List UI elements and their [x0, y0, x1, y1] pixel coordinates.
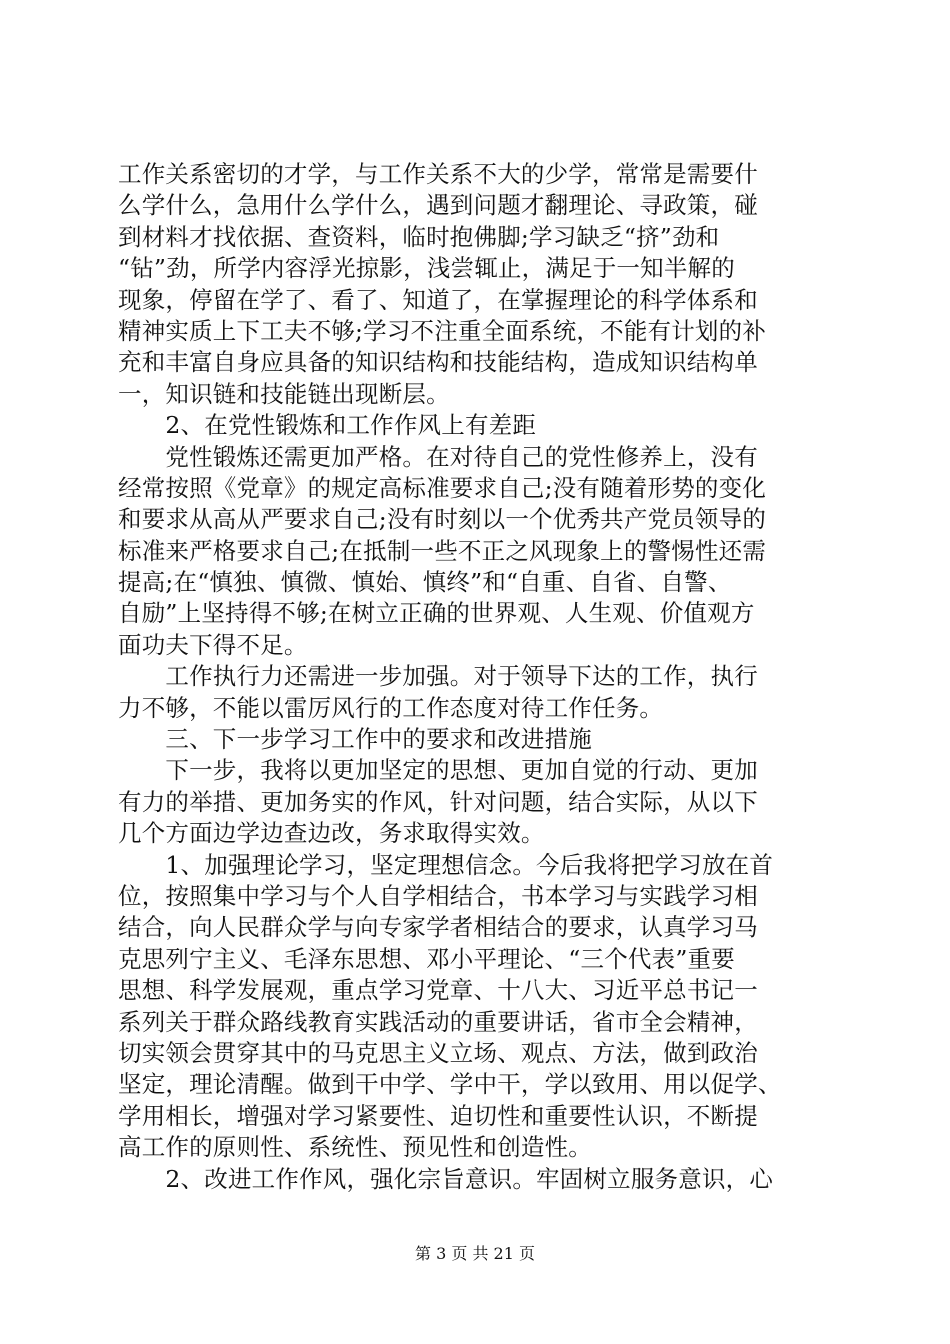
text-line: 高工作的原则性、系统性、预见性和创造性。 [118, 1133, 592, 1162]
text-line: 充和丰富自身应具备的知识结构和技能结构，造成知识结构单 [118, 348, 758, 377]
text-line: 现象，停留在学了、看了、知道了，在掌握理论的科学体系和 [118, 285, 758, 314]
text-line: 到材料才找依据、查资料，临时抱佛脚;学习缺乏“挤”劲和 [118, 222, 720, 251]
text-line: 结合，向人民群众学与向专家学者相结合的要求，认真学习马 [118, 913, 758, 942]
text-line: 学用相长，增强对学习紧要性、迫切性和重要性认识，不断提 [118, 1101, 758, 1130]
text-line: 和要求从高从严要求自己;没有时刻以一个优秀共产党员领导的 [118, 505, 767, 534]
text-line: 几个方面边学边查边改，务求取得实效。 [118, 819, 545, 848]
text-line: 下一步，我将以更加坚定的思想、更加自觉的行动、更加 [118, 756, 758, 785]
text-line: 自励”上坚持得不够;在树立正确的世界观、人生观、价值观方 [118, 599, 755, 628]
text-line: 提高;在“慎独、慎微、慎始、慎终”和“自重、自省、自警、 [118, 568, 732, 597]
text-line: 坚定，理论清醒。做到干中学、学中干，学以致用、用以促学、 [118, 1070, 782, 1099]
text-line: 位，按照集中学习与个人自学相结合，书本学习与实践学习相 [118, 881, 758, 910]
text-line: 工作执行力还需进一步加强。对于领导下达的工作，执行 [118, 662, 758, 691]
text-line: 精神实质上下工夫不够;学习不注重全面系统，不能有计划的补 [118, 316, 767, 345]
text-line: 克思列宁主义、毛泽东思想、邓小平理论、“三个代表”重要 [118, 944, 735, 973]
text-line: 思想、科学发展观，重点学习党章、十八大、习近平总书记一 [118, 976, 758, 1005]
text-line: 工作关系密切的才学，与工作关系不大的少学，常常是需要什 [118, 160, 758, 188]
document-body [118, 159, 838, 1195]
text-line: 切实领会贯穿其中的马克思主义立场、观点、方法，做到政治 [118, 1038, 758, 1067]
text-line: 面功夫下得不足。 [118, 630, 308, 659]
page-footer: 第 3 页 共 21 页 [415, 1244, 535, 1263]
text-line: 经常按照《党章》的规定高标准要求自己;没有随着形势的变化 [118, 473, 767, 502]
text-line: 一，知识链和技能链出现断层。 [118, 379, 450, 408]
text-line: 2、改进工作作风，强化宗旨意识。牢固树立服务意识，心 [118, 1164, 774, 1193]
text-line: 三、下一步学习工作中的要求和改进措施 [118, 725, 592, 754]
text-line: 党性锻炼还需更加严格。在对待自己的党性修养上，没有 [118, 442, 758, 471]
text-line: 有力的举措、更加务实的作风，针对问题，结合实际，从以下 [118, 787, 758, 816]
text-line: 标准来严格要求自己;在抵制一些不正之风现象上的警惕性还需 [118, 536, 767, 565]
text-line: 2、在党性锻炼和工作作风上有差距 [118, 411, 537, 440]
text-line: 力不够，不能以雷厉风行的工作态度对待工作任务。 [118, 693, 664, 722]
text-line: “钻”劲，所学内容浮光掠影，浅尝辄止，满足于一知半解的 [118, 254, 735, 283]
text-line: 系列关于群众路线教育实践活动的重要讲话，省市全会精神， [118, 1007, 758, 1036]
text-line: 么学什么，急用什么学什么，遇到问题才翻理论、寻政策，碰 [118, 191, 758, 220]
text-line: 1、加强理论学习，坚定理想信念。今后我将把学习放在首 [118, 850, 774, 879]
